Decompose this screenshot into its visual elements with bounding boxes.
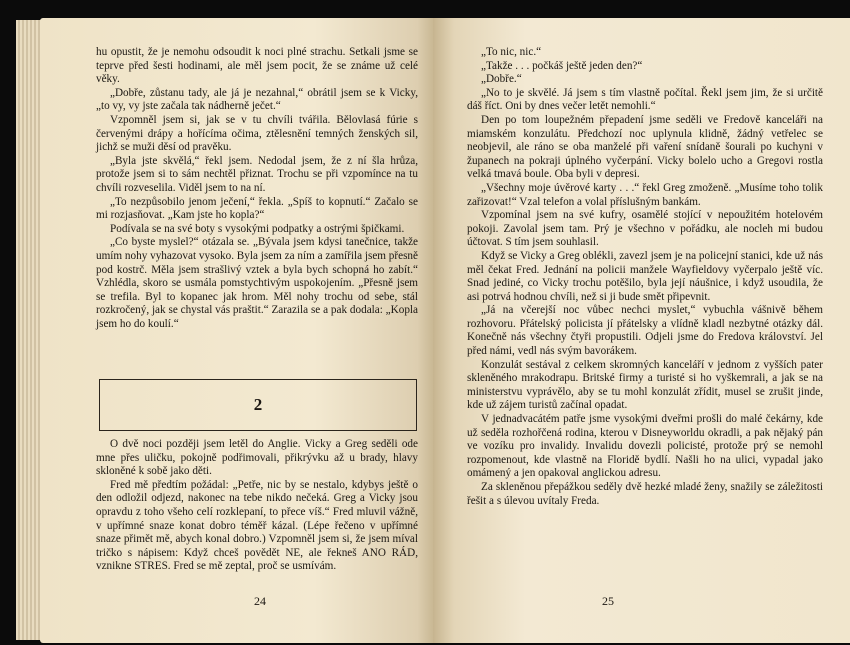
paragraph: „Dobře.“	[481, 73, 522, 86]
left-text-bottom	[96, 438, 418, 574]
right-page	[433, 18, 850, 643]
paragraph: „Všechny moje úvěrové karty . . .“ řekl Greg zmoženě. „Musíme toho tolik zařizovat!“ Vzal telefon a volal příslušným bankám.	[467, 181, 823, 208]
paragraph: O dvě noci později jsem letěl do Anglie. Vicky a Greg seděli ode mne přes uličku, pokojně podřimovali, přikrývku až u brady, hlavy skloněné k sobě jako děti.	[96, 438, 418, 478]
paragraph: „To nezpůsobilo jenom ječení,“ řekla. „Spíš to kopnutí.“ Začalo se mi rozjasňovat. „Kam jste ho kopla?“	[96, 195, 418, 222]
page-number: 25	[602, 594, 614, 608]
left-page	[40, 18, 433, 643]
paragraph: „To nic, nic.“	[481, 46, 542, 58]
paragraph: Když se Vicky a Greg oblékli, zavezl jsem je na policejní stanici, kde už nás měl čekat Fred. Jednání na policii manžele Wayfieldovy vyčerpalo ještě víc. Snad jediné, co Vicky trochu potěšilo, byla její náušnice, i když usoudila, že asi potrvá hodnou chvíli, než si ji bude smět připevnit.	[467, 249, 823, 303]
paragraph: „Byla jste skvělá,“ řekl jsem. Nedodal jsem, že z ní šla hrůza, protože jsem si to sám nechtěl přiznat. Trochu se při vzpomínce na tu chvíli rozveselila. Viděl jsem to na ní.	[96, 154, 418, 194]
chapter-heading: 2	[99, 379, 417, 431]
page-number: 24	[254, 594, 266, 608]
paragraph: „Co byste myslel?“ otázala se. „Bývala jsem kdysi tanečnice, takže umím nohy vyhazovat vysoko. Byla jsem za ním a zamířila jsem přesně pod kostrč. Měla jsem strašlivý vztek a byla bych schopná ho zabít.“ Vzhlédla, skoro se usmála pomstychtivým uspokojením. „Přesně jsem se trefila. Byl to kopanec jak hrom. Měl nohy trochu od sebe, stál rozkročený, jak se chystal vás praštit.“ Zarazila se a pak dodala: „Kopla jsem ho do koulí.“	[96, 236, 418, 330]
paragraph: „No to je skvělé. Já jsem s tím vlastně počítal. Řekl jsem jim, že si určitě dáš říct. Oni by dnes večer letět nemohli.“	[467, 86, 823, 113]
left-text-top	[96, 46, 418, 331]
paragraph: Podívala se na své boty s vysokými podpatky a ostrými špičkami.	[110, 222, 405, 235]
paragraph: Za skleněnou přepážkou seděly dvě hezké mladé ženy, snažily se záležitosti řešit a s úlevou uvítaly Freda.	[467, 481, 823, 507]
open-book	[8, 8, 842, 638]
right-text	[467, 46, 823, 508]
paragraph: Vzpomněl jsem si, jak se v tu chvíli tvářila. Bělovlasá fúrie s červenými drápy a hořícíma očima, ztělesnění temných ženských sil, jichž se muži děsí od pravěku.	[96, 113, 418, 154]
paragraph: „Já na včerejší noc vůbec nechci myslet,“ vybuchla vášnivě během rozhovoru. Přátelský policista jí přátelsky a vlídně kladl nezbytné otázky dál. Konečně nás všechny čtyři propustili. Odjeli jsme do Fredova království. Jel před námi, vedl nás svým bavorákem.	[467, 304, 823, 358]
paragraph: Fred mě předtím požádal: „Petře, nic by se nestalo, kdybys ještě o den odložil odjezd, nakonec na tebe nikdo nečeká. Greg a Vicky jsou opravdu z toho všeho celí rozklepaní, to přece víš.“ Fred mluvil vážně, v upřímné snaze konat dobro téměř kázal. (Lépe řečeno v upřímné snaze přimět mě, abych konal dobro.) Vzpomněl jsem si, že jsem míval tričko s nápisem: Když chceš povědět NE, ale řekneš ANO RÁD, vznikne STRES. Fred se mě zeptal, proč se usmívám.	[96, 478, 418, 573]
paragraph: Den po tom loupežném přepadení jsme seděli ve Fredově kanceláři na miamském konzulátu. Předchozí noc uplynula klidně, žádný vetřelec se neobjevil, ale ráno se oba manželé při vaření snídaně šourali po kuchyni v županech na pokraji úplného vyčerpání. Vicky bolelo ucho a Gregovi rostla velká tmavá boule. Oba byli v depresi.	[467, 113, 823, 181]
paragraph: Konzulát sestával z celkem skromných kanceláří v jednom z vyšších pater skleněného mrakodrapu. Britské firmy a turisté si ho vyškemrali, a jak se na ministerstvu vyprávělo, aby se tu mohl konzulát zřídit, musel se zrušit jinde, kde už zájem turistů začínal opadat.	[467, 358, 823, 412]
paragraph: Vzpomínal jsem na své kufry, osamělé stojící v nepoužitém hotelovém pokoji. Zavolal jsem tam. Prý je všechno v pořádku, ale nocleh mi budou účtovat. S tím jsem souhlasil.	[467, 209, 823, 249]
paragraph: „Dobře, zůstanu tady, ale já je nezahnal,“ obrátil jsem se k Vicky, „to vy, vy jste začala tak nádherně ječet.“	[96, 86, 418, 113]
paragraph: V jednadvacátém patře jsme vysokými dveřmi prošli do malé čekárny, kde už seděla rozhořčená rodina, kterou v Disneyworldu okradli, a pak nějaký pán ve vozíku pro invalidy. Invalidu dovezli policisté, protože prý se nemohl rozpomenout, kde vlastně na Floridě bydlí. Našli ho na ulici, vypadal jako omámený a jen opakoval anglickou adresu.	[467, 413, 823, 480]
paragraph: hu opustit, že je nemohu odsoudit k noci plné strachu. Setkali jsme se teprve před šesti hodinami, ale měl jsem pocit, že se známe už celé věky.	[96, 46, 418, 86]
paragraph: „Takže . . . počkáš ještě jeden den?“	[481, 59, 643, 72]
